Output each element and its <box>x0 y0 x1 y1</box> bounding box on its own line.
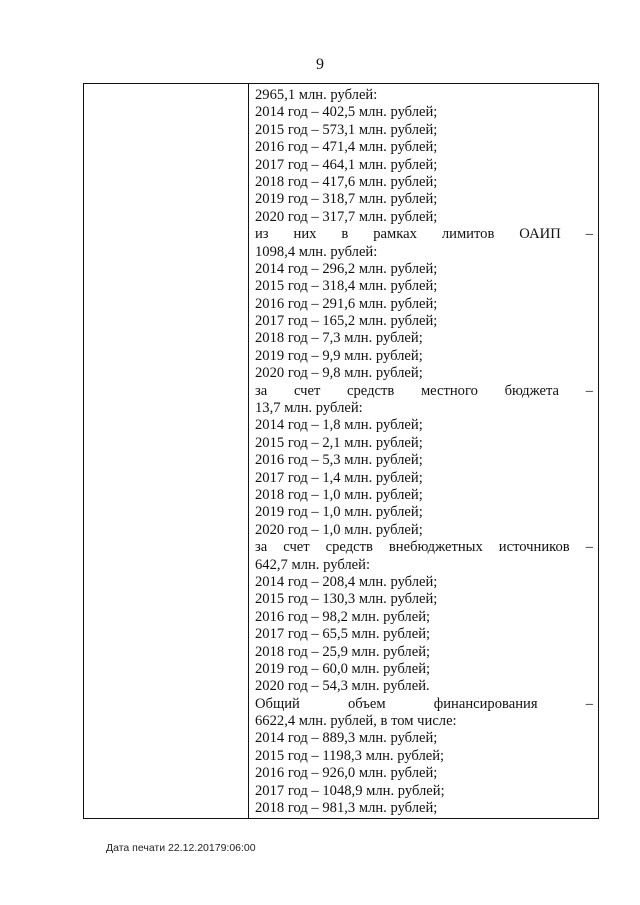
text-line: 2016 год – 5,3 млн. рублей; <box>255 452 423 469</box>
text-line: 2018 год – 7,3 млн. рублей; <box>255 330 423 347</box>
funding-text-cell <box>255 87 593 817</box>
funding-table <box>83 83 599 819</box>
text-line: 2017 год – 1048,9 млн. рублей; <box>255 782 445 799</box>
text-line: 2018 год – 417,6 млн. рублей; <box>255 173 438 190</box>
text-line: 2014 год – 889,3 млн. рублей; <box>255 730 438 747</box>
text-line: 2014 год – 296,2 млн. рублей; <box>255 260 438 277</box>
text-line: 2015 год – 573,1 млн. рублей; <box>255 121 438 138</box>
text-line: 2019 год – 60,0 млн. рублей; <box>255 660 431 677</box>
text-line: 2017 год – 1,4 млн. рублей; <box>255 469 423 486</box>
text-line: 2014 год – 1,8 млн. рублей; <box>255 417 423 434</box>
text-line: 2016 год – 291,6 млн. рублей; <box>255 295 438 312</box>
text-line: 2020 год – 317,7 млн. рублей; <box>255 208 438 225</box>
text-line: 2018 год – 25,9 млн. рублей; <box>255 643 431 660</box>
text-line: 6622,4 млн. рублей, в том числе: <box>255 713 457 730</box>
text-line: 2018 год – 1,0 млн. рублей; <box>255 486 423 503</box>
print-date-footer: Дата печати 22.12.20179:06:00 <box>106 842 256 854</box>
text-line: 2015 год – 1198,3 млн. рублей; <box>255 747 445 764</box>
text-line: 2019 год – 1,0 млн. рублей; <box>255 504 423 521</box>
text-line: 2018 год – 981,3 млн. рублей; <box>255 800 438 817</box>
text-line: за счет средств внебюджетных источников – <box>255 539 593 556</box>
text-line: 2014 год – 402,5 млн. рублей; <box>255 104 438 121</box>
text-line: 2965,1 млн. рублей: <box>255 87 378 103</box>
text-line: 2017 год – 165,2 млн. рублей; <box>255 313 438 330</box>
page-number: 9 <box>316 56 324 73</box>
text-line: 2020 год – 54,3 млн. рублей. <box>255 678 430 695</box>
text-line: 2015 год – 2,1 млн. рублей; <box>255 434 423 451</box>
text-line: 2016 год – 471,4 млн. рублей; <box>255 139 438 156</box>
text-line: 2015 год – 318,4 млн. рублей; <box>255 278 438 295</box>
text-line: 2020 год – 1,0 млн. рублей; <box>255 521 423 538</box>
text-line: из них в рамках лимитов ОАИП – <box>255 226 593 243</box>
text-line: 642,7 млн. рублей: <box>255 556 371 573</box>
text-line: 2019 год – 318,7 млн. рублей; <box>255 191 438 208</box>
text-line: 2017 год – 464,1 млн. рублей; <box>255 156 438 173</box>
text-line: 2014 год – 208,4 млн. рублей; <box>255 573 438 590</box>
text-line: 2020 год – 9,8 млн. рублей; <box>255 365 423 382</box>
text-line: за счет средств местного бюджета – <box>255 382 593 399</box>
text-line: 1098,4 млн. рублей: <box>255 243 378 260</box>
text-line: 2016 год – 98,2 млн. рублей; <box>255 608 431 625</box>
text-line: Общий объем финансирования – <box>255 695 593 712</box>
text-line: 2019 год – 9,9 млн. рублей; <box>255 347 423 364</box>
text-line: 2015 год – 130,3 млн. рублей; <box>255 591 438 608</box>
text-line: 2016 год – 926,0 млн. рублей; <box>255 765 438 782</box>
text-line: 13,7 млн. рублей: <box>255 400 363 417</box>
text-line: 2017 год – 65,5 млн. рублей; <box>255 626 431 643</box>
column-divider <box>248 84 249 818</box>
